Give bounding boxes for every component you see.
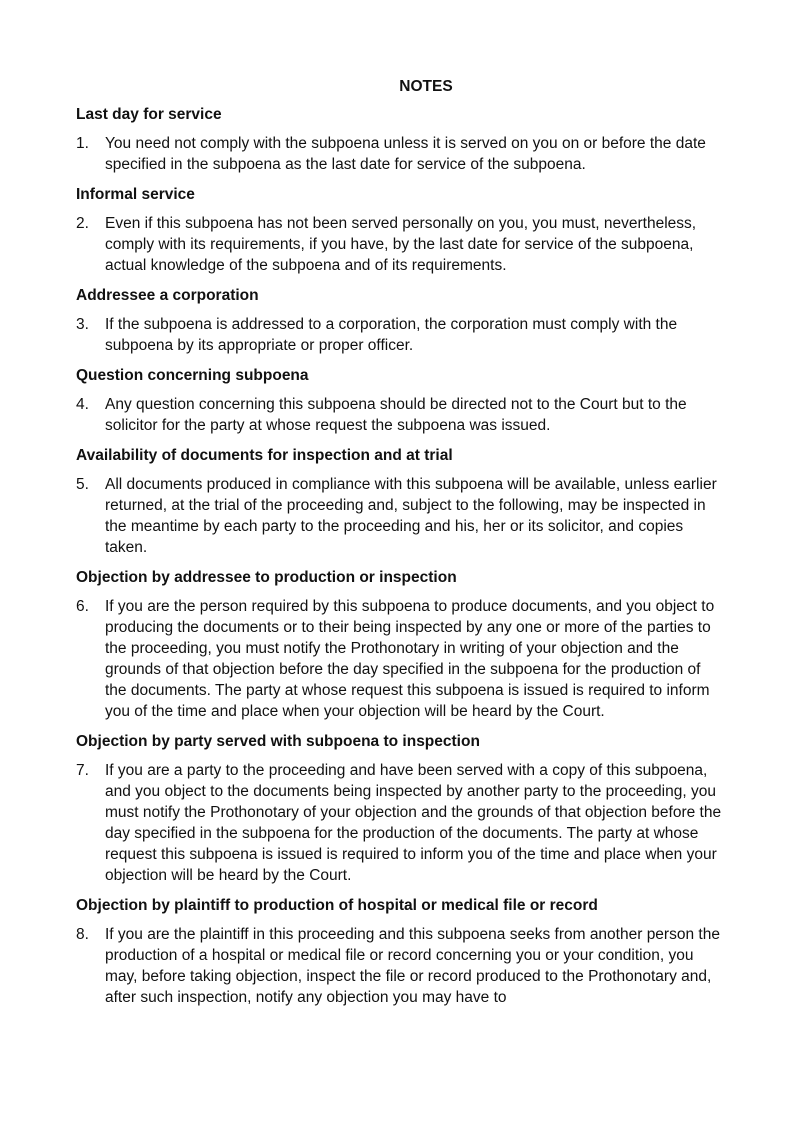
note-8 <box>76 924 726 1008</box>
note-number: 4. <box>76 396 89 413</box>
note-6 <box>76 596 726 722</box>
section-heading-question-concerning-subpoena: Question concerning subpoena <box>76 367 309 384</box>
note-text: All documents produced in compliance with this subpoena will be available, unless earlier returned, at the trial of the proceeding and, subject to the following, may be inspected in the meantime by each party to the proceeding and his, her or its solicitor, and copies taken. <box>105 476 717 556</box>
note-4 <box>76 394 726 436</box>
note-text: If you are the plaintiff in this proceeding and this subpoena seeks from another person the production of a hospital or medical file or record concerning you or your condition, you may, before taking objection, inspect the file or record produced to the Prothonotary and, after such inspection, notify any objection you may have to <box>105 926 720 1006</box>
note-text: Even if this subpoena has not been served personally on you, you must, nevertheless, comply with its requirements, if you have, by the last date for service of the subpoena, actual knowledge of the subpoena and of its requirements. <box>105 215 697 274</box>
note-7 <box>76 760 726 886</box>
section-heading-informal-service: Informal service <box>76 186 195 203</box>
note-number: 8. <box>76 926 89 943</box>
section-heading-objection-by-plaintiff: Objection by plaintiff to production of hospital or medical file or record <box>76 897 598 914</box>
note-number: 7. <box>76 762 89 779</box>
section-heading-objection-by-party: Objection by party served with subpoena to inspection <box>76 733 480 750</box>
note-3 <box>76 314 726 356</box>
note-text: You need not comply with the subpoena unless it is served on you on or before the date specified in the subpoena as the last date for service of the subpoena. <box>105 135 706 173</box>
page-title: NOTES <box>399 78 453 95</box>
note-number: 3. <box>76 316 89 333</box>
note-text: If the subpoena is addressed to a corporation, the corporation must comply with the subpoena by its appropriate or proper officer. <box>105 316 678 354</box>
note-number: 2. <box>76 215 89 232</box>
note-number: 5. <box>76 476 89 493</box>
note-1 <box>76 133 726 175</box>
note-number: 1. <box>76 135 89 152</box>
section-heading-last-day-for-service: Last day for service <box>76 106 222 123</box>
section-heading-addressee-corporation: Addressee a corporation <box>76 287 259 304</box>
note-text: If you are the person required by this subpoena to produce documents, and you object to producing the documents or to their being inspected by any one or more of the parties to the proceeding, you must notify the Prothonotary in writing of your objection and the grounds of that objection before the day specified in the subpoena for the production of the documents. The party at whose request this subpoena is issued is required to inform you of the time and place when your objection will be heard by the Court. <box>105 598 715 720</box>
note-5 <box>76 474 726 558</box>
section-heading-availability-of-documents: Availability of documents for inspection and at trial <box>76 447 453 464</box>
note-2 <box>76 213 726 276</box>
note-text: Any question concerning this subpoena should be directed not to the Court but to the solicitor for the party at whose request the subpoena was issued. <box>105 396 687 434</box>
note-text: If you are a party to the proceeding and have been served with a copy of this subpoena, and you object to the documents being inspected by another party to the proceeding, you must notify the Prothonotary of your objection and the grounds of that objection before the day specified in the subpoena for the production of the documents. The party at whose request this subpoena is issued is required to inform you of the time and place when your objection will be heard by the Court. <box>105 762 722 884</box>
section-heading-objection-by-addressee: Objection by addressee to production or inspection <box>76 569 457 586</box>
note-number: 6. <box>76 598 89 615</box>
document-page <box>76 76 726 1017</box>
